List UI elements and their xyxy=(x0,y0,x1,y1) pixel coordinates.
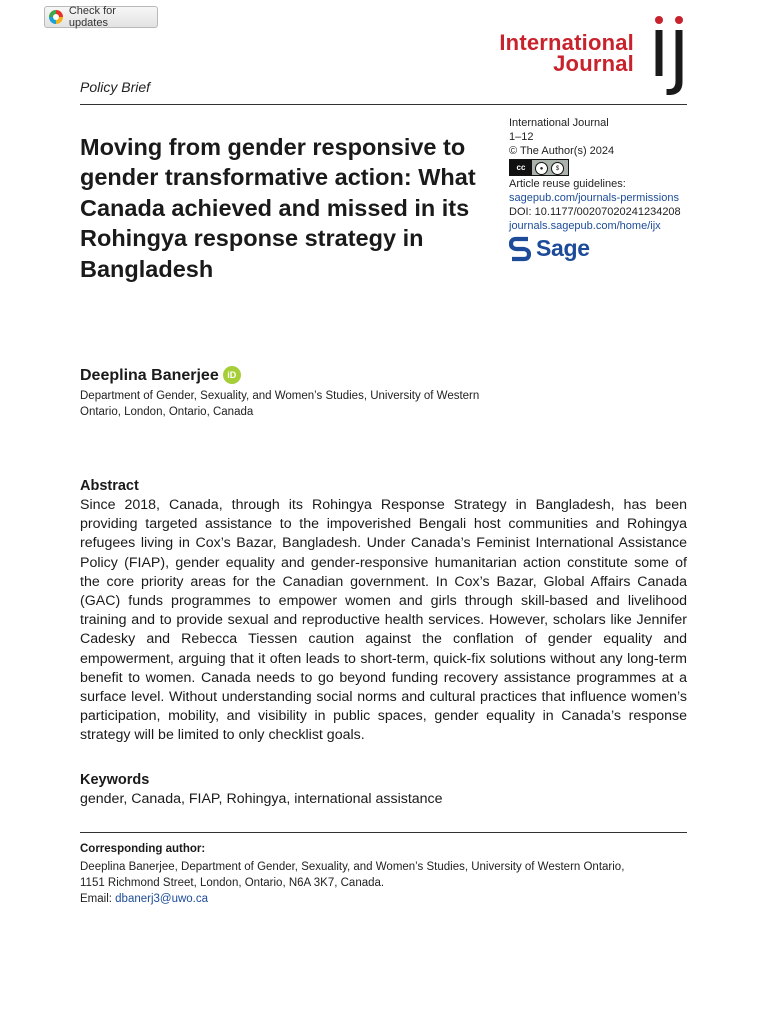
author-name: Deeplina Banerjee xyxy=(80,367,219,384)
section-label: Policy Brief xyxy=(80,79,151,95)
author-affiliation: Department of Gender, Sexuality, and Women’s Studies, University of Western Ontario, London, Ontario, Canada xyxy=(80,390,480,418)
meta-doi[interactable]: DOI: 10.1177/00207020241234208 xyxy=(509,206,681,218)
email-link[interactable]: dbanerj3@uwo.ca xyxy=(115,893,209,906)
check-for-updates-button[interactable] xyxy=(44,6,158,28)
corresponding-details xyxy=(80,859,700,908)
sage-wordmark: Sage xyxy=(536,235,590,261)
cc-label: cc xyxy=(510,160,532,175)
header-divider xyxy=(80,104,687,105)
cc-nc-icon: $ xyxy=(551,162,564,175)
footnote-divider xyxy=(80,832,687,833)
email-label: Email: xyxy=(80,893,112,906)
meta-reuse-link[interactable]: sagepub.com/journals-permissions xyxy=(509,192,679,204)
check-for-updates-label: Check for updates xyxy=(68,5,116,29)
cc-by-icon: ● xyxy=(535,162,548,175)
meta-pages: 1–12 xyxy=(509,131,534,143)
journal-logo-text xyxy=(499,32,634,74)
corresponding-heading: Corresponding author: xyxy=(80,843,206,855)
article-meta xyxy=(509,116,709,233)
abstract-heading: Abstract xyxy=(80,478,139,494)
author xyxy=(80,367,241,385)
meta-journal: International Journal xyxy=(509,117,609,129)
sage-logo xyxy=(509,235,590,262)
meta-copyright: © The Author(s) 2024 xyxy=(509,145,615,157)
corresponding-email-row xyxy=(80,891,700,907)
corresponding-line-1: Deeplina Banerjee, Department of Gender, Sexuality, and Women’s Studies, University of Western Ontario, xyxy=(80,861,625,873)
cc-license-badge-icon[interactable] xyxy=(509,159,569,176)
keywords-heading: Keywords xyxy=(80,772,150,788)
logo-line-2: Journal xyxy=(553,51,634,76)
logo-line-1: International xyxy=(499,30,634,55)
ij-logo-mark-icon xyxy=(652,14,692,96)
meta-reuse-label: Article reuse guidelines: xyxy=(509,178,626,190)
sage-s-icon xyxy=(509,236,531,262)
keywords-list: gender, Canada, FIAP, Rohingya, international assistance xyxy=(80,791,443,807)
abstract-body: Since 2018, Canada, through its Rohingya Response Strategy in Bangladesh, has been providing targeted assistance to the impoverished Bengali host communities and Rohingya refugees living in Cox’s Bazar, Bangladesh. Under Canada’s Feminist International Assistance Policy (FIAP), gender equality and gender-responsive humanitarian action constitute some of the core priority areas for the Canadian government. In Cox’s Bazar, Global Affairs Canada (GAC) funds programmes to empower women and girls through skill-based and livelihood training and to provide sexual and reproductive health services. However, scholars like Jennifer Cadesky and Rebecca Tiessen caution against the conflation of gender equality and empowerment, arguing that it often leads to short-term, quick-fix solutions without any long-term benefit to women. Canada needs to go beyond funding recovery assistance programmes at a surface level. Without understanding social norms and cultural practices that influence women’s participation, mobility, and visibility in public spaces, gender equality in Canada’s response strategy will be limited to only checklist goals. xyxy=(80,497,687,744)
orcid-icon[interactable]: iD xyxy=(223,366,241,384)
article-title: Moving from gender responsive to gender transformative action: What Canada achieved and missed in its Rohingya response strategy in Bangladesh xyxy=(80,134,476,282)
corresponding-line-2: 1151 Richmond Street, London, Ontario, N6A 3K7, Canada. xyxy=(80,877,385,890)
crossmark-icon xyxy=(49,10,63,24)
meta-journal-link[interactable]: journals.sagepub.com/home/ijx xyxy=(509,220,661,232)
